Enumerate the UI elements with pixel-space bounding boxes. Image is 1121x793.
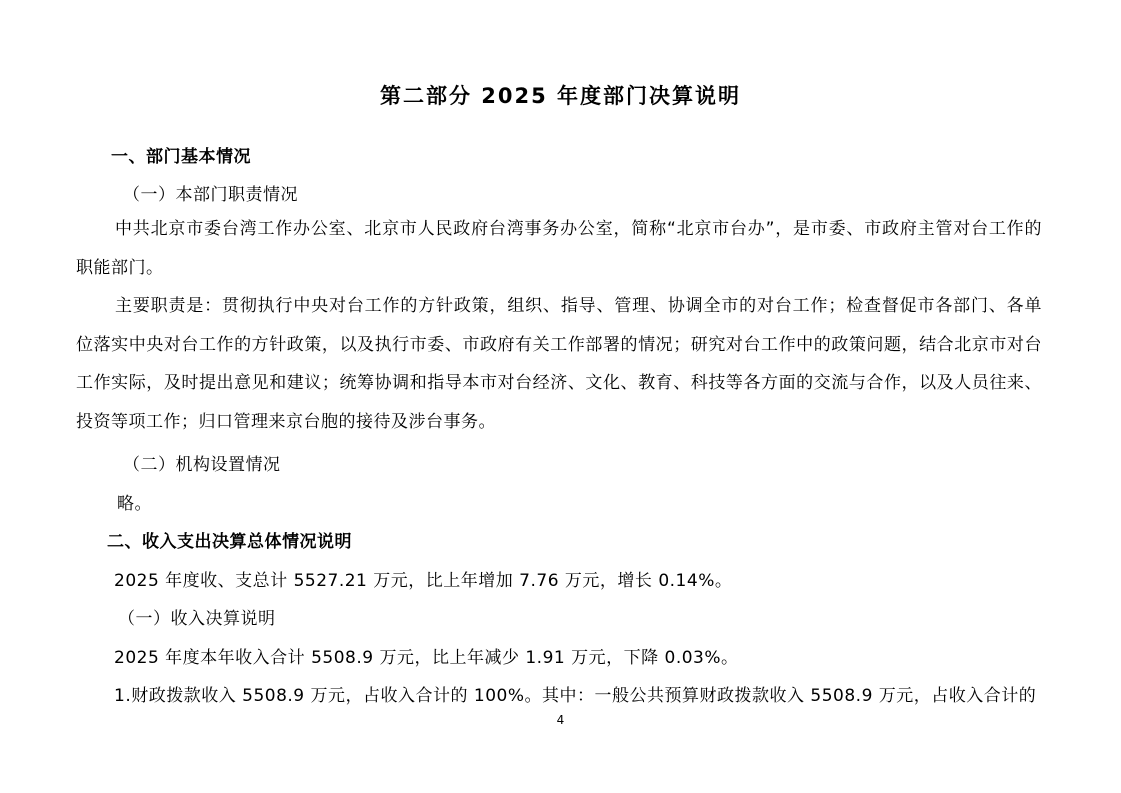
paragraph-dept-intro: 中共北京市委台湾工作办公室、北京市人民政府台湾事务办公室，简称“北京市台办”，是市委、市政府主管对台工作的职能部门。 [76, 219, 1042, 278]
page-number: 4 [556, 713, 565, 727]
paragraph-main-duties: 主要职责是：贯彻执行中央对台工作的方针政策，组织、指导、管理、协调全市的对台工作；检查督促市各部门、各单位落实中央对台工作的方针政策，以及执行市委、市政府有关工作部署的情况；研究对台工作中的政策问题，结合北京市对台工作实际，及时提出意见和建议；统筹协调和指导本市对台经济、文化、教育、科技等各方面的交流与合作，以及人员往来、投资等项工作；归口管理来京台胞的接待及涉台事务。 [76, 296, 1042, 432]
subsection-heading-duties: （一）本部门职责情况 [123, 185, 298, 205]
income-expense-summary: 2025 年度收、支总计 5527.21 万元，比上年增加 7.76 万元，增长 0.14%。 [114, 571, 733, 591]
subsection-heading-income: （一）收入决算说明 [118, 609, 276, 629]
section-heading-dept-basic: 一、部门基本情况 [111, 147, 251, 167]
subsection-heading-org-structure: （二）机构设置情况 [123, 455, 281, 475]
section-heading-income-expense: 二、收入支出决算总体情况说明 [107, 532, 352, 552]
income-total-text: 2025 年度本年收入合计 5508.9 万元，比上年减少 1.91 万元，下降 0.03%。 [114, 648, 739, 668]
income-item-fiscal: 1.财政拨款收入 5508.9 万元，占收入合计的 100%。其中：一般公共预算财政拨款收入 5508.9 万元，占收入合计的 [114, 686, 1037, 706]
org-structure-text: 略。 [117, 494, 152, 514]
page-title: 第二部分 2025 年度部门决算说明 [379, 84, 742, 108]
